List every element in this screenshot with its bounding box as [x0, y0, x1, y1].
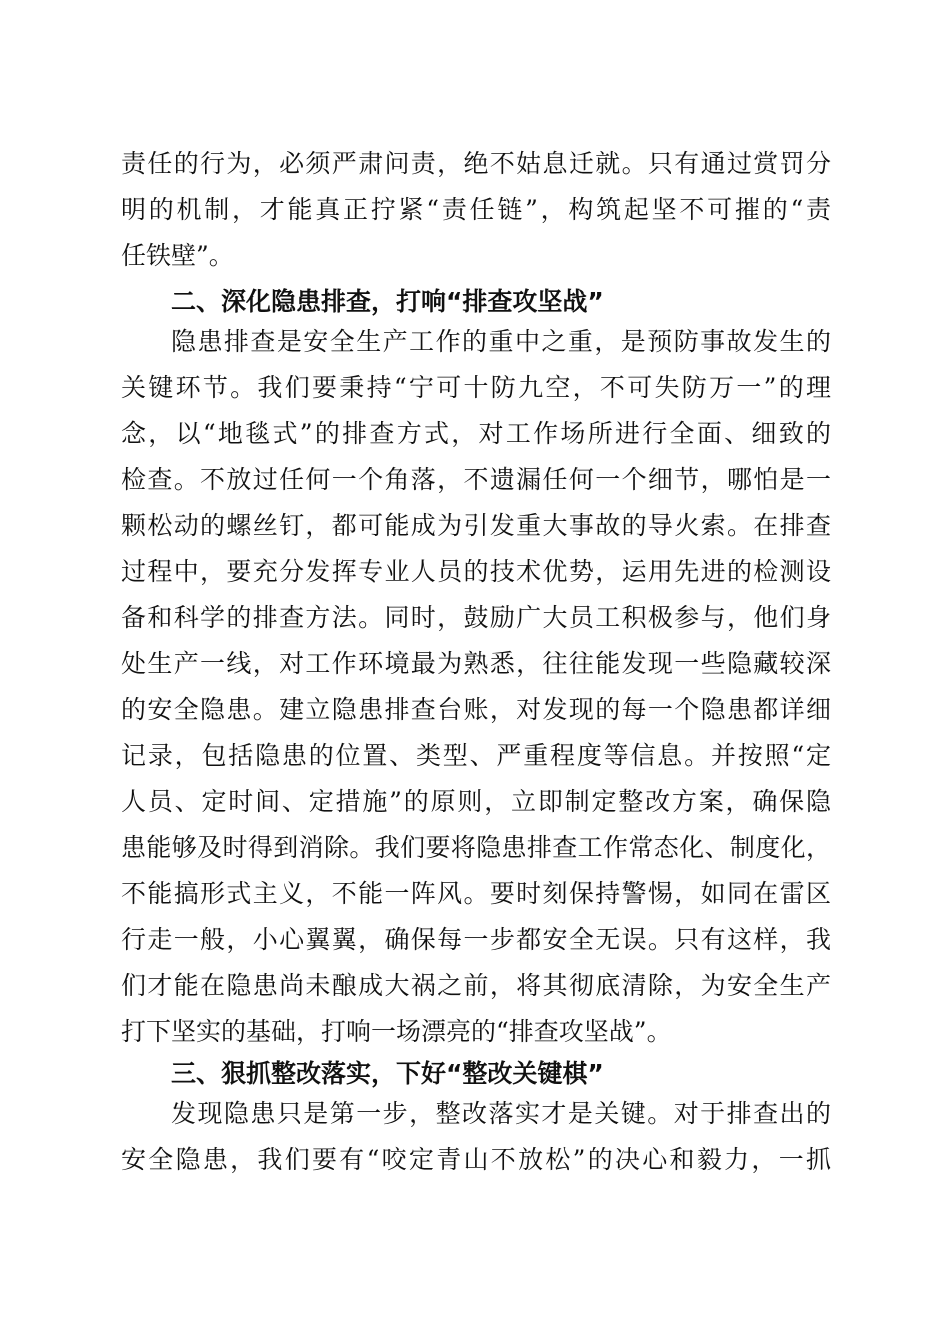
section-heading-text: 三、狠抓整改落实，下好“整改关键棋”	[171, 1059, 604, 1088]
text-line: 们才能在隐患尚未酿成大祸之前，将其彻底清除，为安全生产	[121, 971, 831, 1000]
section-heading-text: 二、深化隐患排查，打响“排查攻坚战”	[171, 287, 604, 316]
text-line: 发现隐患只是第一步，整改落实才是关键。对于排查出的	[171, 1099, 831, 1128]
paragraph-section-2	[121, 319, 831, 1055]
text-line: 不能搞形式主义，不能一阵风。要时刻保持警惕，如同在雷区	[121, 879, 831, 908]
paragraph-continuation	[121, 141, 831, 279]
text-line: 隐患排查是安全生产工作的重中之重，是预防事故发生的	[171, 327, 831, 356]
text-line: 处生产一线，对工作环境最为熟悉，往往能发现一些隐藏较深	[121, 649, 831, 678]
text-line: 检查。不放过任何一个角落，不遗漏任何一个细节，哪怕是一	[121, 465, 831, 494]
text-line: 明的机制，才能真正拧紧“责任链”，构筑起坚不可摧的“责	[121, 195, 831, 224]
text-line: 备和科学的排查方法。同时，鼓励广大员工积极参与，他们身	[121, 603, 831, 632]
text-line: 患能够及时得到消除。我们要将隐患排查工作常态化、制度化，	[121, 833, 831, 862]
text-line: 安全隐患，我们要有“咬定青山不放松”的决心和毅力，一抓	[121, 1145, 831, 1174]
text-line: 任铁壁”。	[121, 241, 234, 270]
text-line: 人员、定时间、定措施”的原则，立即制定整改方案，确保隐	[121, 787, 831, 816]
text-line: 颗松动的螺丝钉，都可能成为引发重大事故的导火索。在排查	[121, 511, 831, 540]
text-line: 责任的行为，必须严肃问责，绝不姑息迁就。只有通过赏罚分	[121, 149, 831, 178]
text-line: 记录，包括隐患的位置、类型、严重程度等信息。并按照“定	[121, 741, 831, 770]
text-line: 行走一般，小心翼翼，确保每一步都安全无误。只有这样，我	[121, 925, 831, 954]
text-line: 过程中，要充分发挥专业人员的技术优势，运用先进的检测设	[121, 557, 831, 586]
text-line: 念，以“地毯式”的排查方式，对工作场所进行全面、细致的	[121, 419, 831, 448]
text-line: 打下坚实的基础，打响一场漂亮的“排查攻坚战”。	[121, 1017, 672, 1046]
paragraph-section-3	[121, 1091, 831, 1183]
text-line: 的安全隐患。建立隐患排查台账，对发现的每一个隐患都详细	[121, 695, 831, 724]
text-line: 关键环节。我们要秉持“宁可十防九空，不可失防万一”的理	[121, 373, 831, 402]
